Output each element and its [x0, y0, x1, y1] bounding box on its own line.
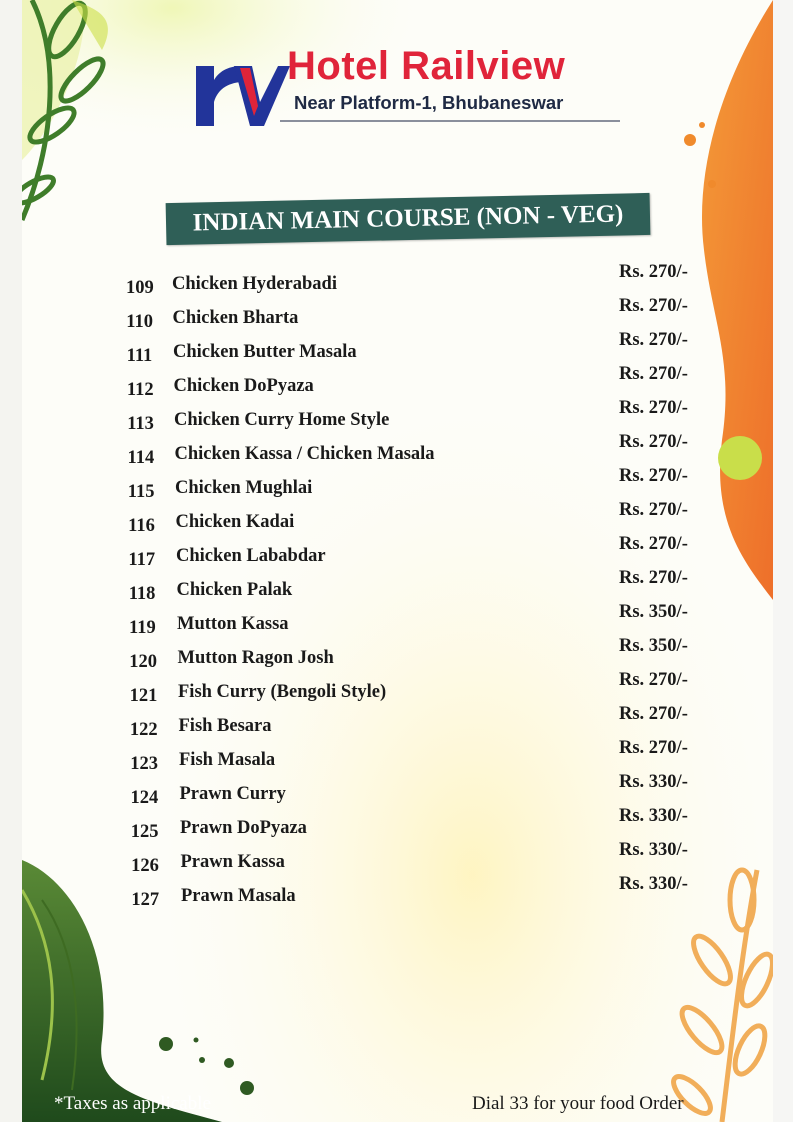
menu-item-name: Chicken DoPyaza — [173, 376, 314, 396]
menu-item-name: Mutton Kassa — [177, 614, 289, 634]
menu-item-number: 118 — [128, 584, 156, 604]
menu-item-number: 120 — [129, 652, 158, 672]
right-margin — [773, 0, 793, 1122]
menu-item-price: Rs. 270/- — [619, 704, 688, 724]
menu-item-price: Rs. 270/- — [619, 466, 688, 486]
menu-item — [122, 874, 722, 914]
menu-item-name: Chicken Palak — [176, 580, 293, 600]
menu-item-name: Fish Besara — [178, 716, 272, 736]
section-title: INDIAN MAIN COURSE (NON - VEG) — [166, 193, 651, 245]
menu-item-number: 126 — [131, 856, 159, 876]
green-dot-decoration — [718, 436, 762, 480]
menu-item-price: Rs. 330/- — [619, 874, 688, 894]
menu-item-number: 123 — [130, 754, 158, 774]
menu-item-name: Chicken Kassa / Chicken Masala — [174, 444, 435, 464]
rv-logo-icon — [194, 62, 290, 128]
menu-item-number: 116 — [128, 516, 155, 536]
menu-item-number: 119 — [129, 618, 156, 638]
menu-item-price: Rs. 330/- — [619, 806, 688, 826]
menu-item-price: Rs. 270/- — [619, 432, 688, 452]
menu-item-name: Chicken Bharta — [172, 308, 299, 328]
menu-page — [22, 0, 773, 1122]
menu-item-price: Rs. 270/- — [619, 738, 688, 758]
menu-item-name: Chicken Mughlai — [175, 478, 313, 498]
menu-item-price: Rs. 270/- — [619, 568, 688, 588]
menu-item-number: 109 — [126, 278, 154, 298]
menu-item-name: Chicken Kadai — [175, 512, 295, 532]
menu-item-price: Rs. 270/- — [619, 262, 688, 282]
menu-item-name: Fish Curry (Bengoli Style) — [178, 682, 387, 702]
menu-item-number: 125 — [130, 822, 159, 842]
menu-item-price: Rs. 350/- — [619, 602, 688, 622]
order-note: Dial 33 for your food Order — [472, 1093, 684, 1114]
menu-item-name: Prawn DoPyaza — [180, 818, 307, 838]
menu-item-name: Chicken Lababdar — [176, 546, 326, 566]
menu-item-name: Chicken Curry Home Style — [174, 410, 390, 430]
menu-item-name: Chicken Butter Masala — [173, 342, 357, 362]
menu-item-number: 114 — [127, 448, 155, 468]
menu-item-number: 111 — [126, 346, 153, 366]
menu-item-name: Prawn Curry — [179, 784, 286, 804]
menu-item-price: Rs. 270/- — [619, 500, 688, 520]
menu-item-price: Rs. 270/- — [619, 534, 688, 554]
menu-item-price: Rs. 270/- — [619, 670, 688, 690]
menu-item-name: Fish Masala — [179, 750, 276, 770]
menu-item-name: Prawn Kassa — [180, 852, 285, 872]
menu-item-number: 115 — [127, 482, 155, 502]
left-margin — [0, 0, 22, 1122]
menu-item-number: 113 — [127, 414, 154, 434]
menu-item-number: 112 — [126, 380, 154, 400]
menu-item-price: Rs. 330/- — [619, 772, 688, 792]
hotel-name: Hotel Railview — [287, 44, 566, 88]
menu-item-name: Prawn Masala — [181, 886, 296, 906]
menu-item-number: 110 — [126, 312, 154, 332]
menu-item-price: Rs. 270/- — [619, 364, 688, 384]
menu-item-number: 127 — [131, 890, 160, 910]
menu-item-number: 124 — [130, 788, 159, 808]
menu-item-price: Rs. 270/- — [619, 398, 688, 418]
taxes-note: *Taxes as applicable — [54, 1093, 211, 1114]
menu-item-price: Rs. 270/- — [619, 330, 688, 350]
menu-item-name: Chicken Hyderabadi — [172, 274, 337, 294]
menu-item-price: Rs. 350/- — [619, 636, 688, 656]
menu-item-number: 117 — [128, 550, 156, 570]
menu-item-number: 122 — [129, 720, 158, 740]
menu-item-price: Rs. 270/- — [619, 296, 688, 316]
header-divider — [280, 120, 620, 122]
menu-item-name: Mutton Ragon Josh — [177, 648, 334, 668]
menu-item-price: Rs. 330/- — [619, 840, 688, 860]
hotel-address: Near Platform-1, Bhubaneswar — [294, 92, 564, 113]
menu-item-number: 121 — [129, 686, 158, 706]
